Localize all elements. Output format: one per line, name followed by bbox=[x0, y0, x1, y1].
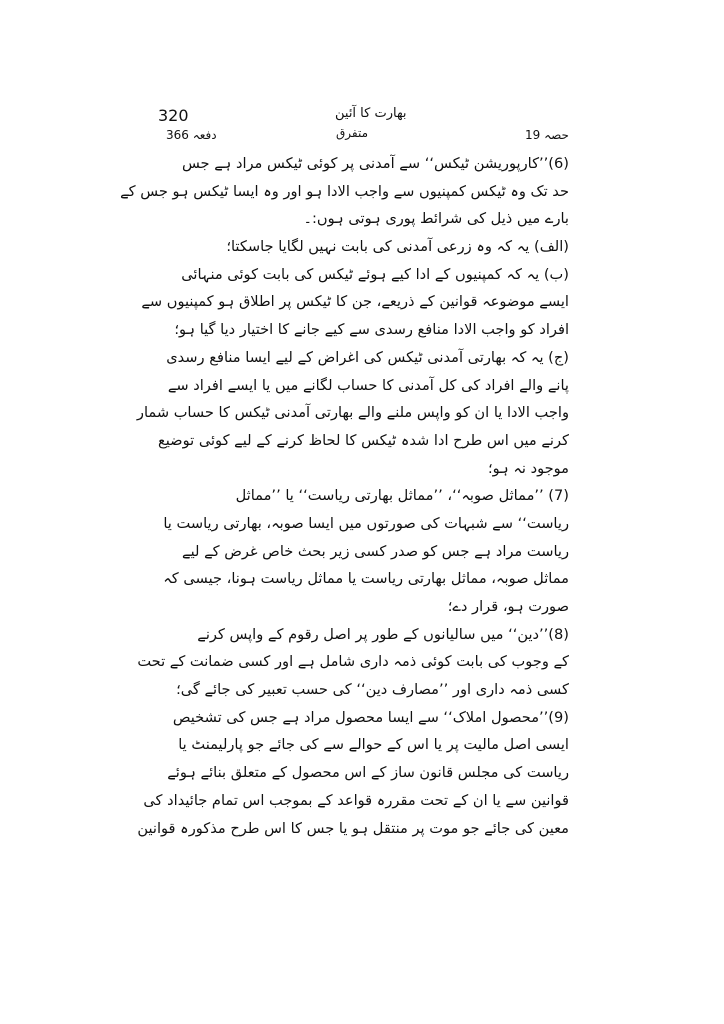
text-line: (6)’’کارپوریشن ٹیکس‘‘ سے آمدنی پر کوئی ٹیکس مراد ہے جس bbox=[181, 155, 569, 172]
text-line: صورت ہو، قرار دے؛ bbox=[447, 598, 569, 615]
book-title: بھارت کا آئین bbox=[335, 106, 407, 121]
section-label: حصہ 19 bbox=[525, 128, 569, 142]
text-line: واجب الادا یا ان کو واپس ملنے والے بھارتی آمدنی ٹیکس کا حساب شمار bbox=[136, 404, 569, 422]
text-line: افراد کو واجب الادا منافع رسدی سے کیے جانے کا اختیار دیا گیا ہو؛ bbox=[174, 321, 569, 339]
text-line: (9)’’محصول املاک‘‘ سے ایسا محصول مراد ہے جس کی تشخیص bbox=[172, 708, 569, 726]
text-line: معین کی جائے جو موت پر منتقل ہو یا جس کا اس طرح مذکورہ قوانین bbox=[137, 819, 569, 837]
text-line: ایسے موضوعہ قوانین کے ذریعے، جن کا ٹیکس پر اطلاق ہو کمپنیوں سے bbox=[141, 293, 569, 311]
text-line: (الف) یہ کہ وہ زرعی آمدنی کی بابت نہیں لگایا جاسکتا؛ bbox=[226, 238, 569, 256]
text-line: ریاست مراد ہے جس کو صدر کسی زیر بحث خاص غرض کے لیے bbox=[182, 542, 569, 560]
text-line: ایسی اصل مالیت پر یا اس کے حوالے سے کی جائے جو پارلیمنٹ یا bbox=[178, 736, 569, 754]
text-line: (ج) یہ کہ بھارتی آمدنی ٹیکس کی اغراض کے لیے ایسا منافع رسدی bbox=[166, 348, 569, 366]
text-line: پانے والے افراد کی کل آمدنی کا حساب لگانے میں یا ایسے افراد سے bbox=[167, 376, 569, 394]
text-line: ریاست کی مجلس قانون ساز کے اس محصول کے متعلق بنائے ہوئے bbox=[167, 764, 569, 782]
page-number: 320 bbox=[158, 106, 189, 125]
text-line: (ب) یہ کہ کمپنیوں کے ادا کیے ہوئے ٹیکس کی بابت کوئی منہائی bbox=[181, 265, 569, 283]
text-line: حد تک وہ ٹیکس کمپنیوں سے واجب الادا ہو اور وہ ایسا ٹیکس ہو جس کے bbox=[120, 182, 569, 200]
body-text bbox=[120, 150, 569, 842]
text-line: (7) ’’مماثل صوبہ‘‘، ’’مماثل بھارتی ریاست‘‘ یا ’’مماثل bbox=[235, 487, 569, 505]
text-line: بارے میں ذیل کی شرائط پوری ہوتی ہوں:۔ bbox=[303, 210, 569, 228]
text-line: قوانین سے یا ان کے تحت مقررہ قواعد کے بموجب اس تمام جائیداد کی bbox=[143, 791, 569, 809]
text-line: مماثل صوبہ، مماثل بھارتی ریاست یا مماثل ریاست ہونا، جیسی کہ bbox=[163, 570, 569, 588]
text-line: ریاست‘‘ سے شبہات کی صورتوں میں ایسا صوبہ، بھارتی ریاست یا bbox=[163, 514, 569, 532]
book-subtitle: متفرق bbox=[336, 126, 369, 140]
text-line: موجود نہ ہو؛ bbox=[487, 459, 569, 477]
part-label: دفعہ 366 bbox=[166, 128, 217, 142]
text-line: (8)’’دین‘‘ میں سالیانوں کے طور پر اصل رقوم کے واپس کرنے bbox=[197, 625, 569, 643]
text-line: کے وجوب کی بابت کوئی ذمہ داری شامل ہے اور کسی ضمانت کے تحت bbox=[137, 653, 569, 671]
text-line: کرنے میں اس طرح ادا شدہ ٹیکس کا لحاظ کرنے کے لیے کوئی توضیع bbox=[158, 431, 569, 449]
text-line: کسی ذمہ داری اور ’’مصارف دین‘‘ کی حسب تعبیر کی جائے گی؛ bbox=[176, 681, 569, 699]
